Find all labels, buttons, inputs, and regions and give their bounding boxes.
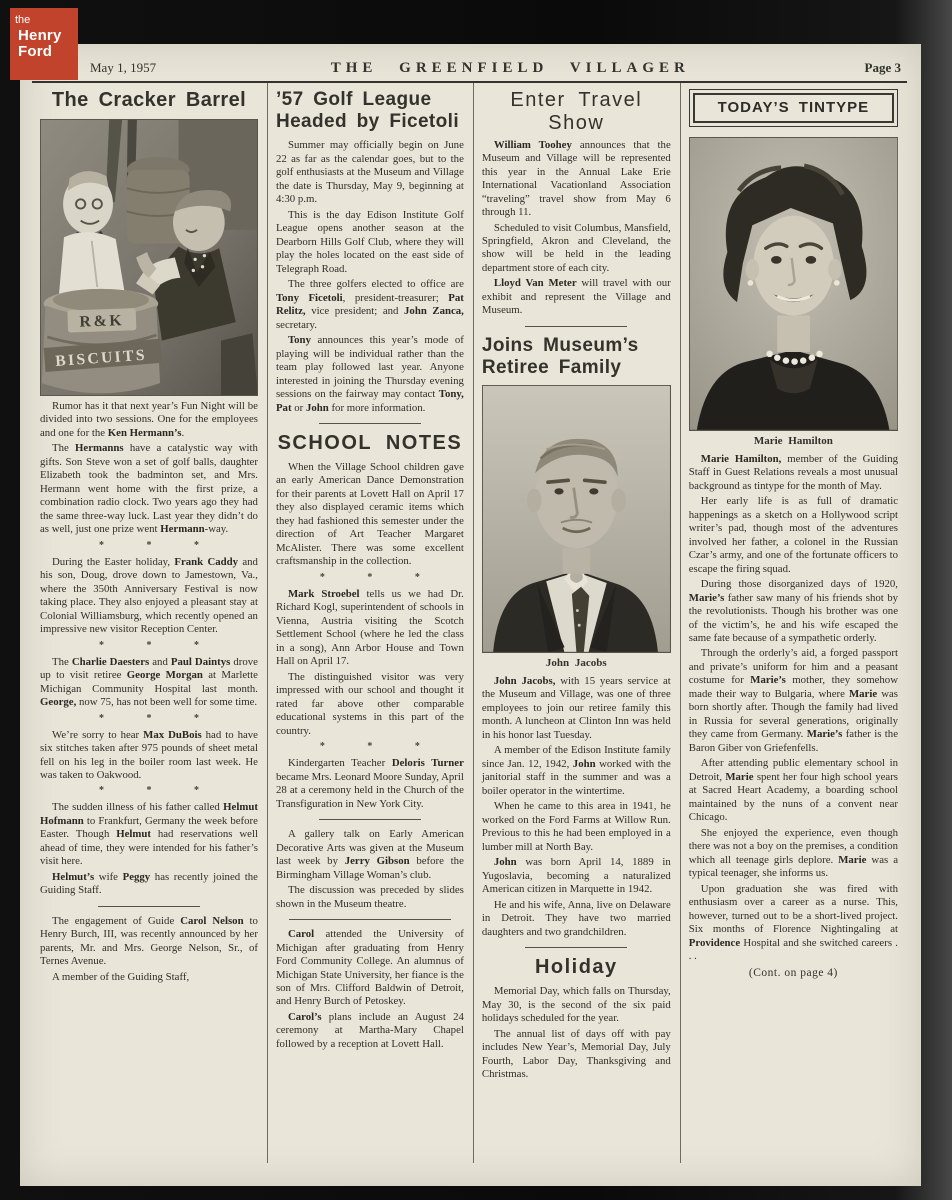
stars-separator: * * *	[98, 539, 219, 551]
paragraph: Upon graduation she was fired with enthusiasm over a career as a nurse. This, however, turned out to be a short-lived project. Six months of Florence Nightingaling at Providence Hospital and she switched careers . . .	[688, 882, 898, 963]
section-rule	[319, 819, 421, 820]
paragraph: A member of the Edison Institute family since Jan. 12, 1942, John worked with the janitorial staff in the summer and was a boiler operator in the wintertime.	[481, 744, 671, 797]
section-headline: SCHOOL NOTES	[277, 432, 463, 454]
newspaper-title: THE GREENFIELD VILLAGER	[330, 60, 690, 76]
barrel-label-top: R&K	[79, 311, 125, 331]
paragraph: The engagement of Guide Carol Nelson to Henry Burch, III, was recently announced by her parents, Mr. and Mrs. George Nelson, Sr., of Ternes Avenue.	[40, 914, 258, 968]
photo-two-men-with-biscuit-barrel	[40, 119, 258, 396]
paragraph: Mark Stroebel tells us we had Dr. Richard Kogl, superintendent of schools in Vienna, Austria visiting the Scotch Settlement School (where he led the class in a song), Ann Arbor House and Town Hall on April 17.	[275, 587, 464, 668]
section-rule	[319, 423, 421, 424]
paragraph: John Jacobs, with 15 years service at the Museum and Village, was one of three employees to join our retiree family this month. A luncheon at Clinton Inn was held in his honor last Tuesday.	[481, 674, 671, 741]
paragraph: When he came to this area in 1941, he worked on the Ford Farms at Willow Run. Previous to this he had been employed in a lumber mill at North Bay.	[481, 800, 671, 853]
photo-caption: Marie Hamilton	[753, 434, 833, 447]
paragraph: Tony announces this year’s mode of playing will be individual rather than the team play followed last year. Anyone interested in joining the Thursday evening sessions on the fairway may contact Tony, Pat or John for more information.	[275, 334, 464, 414]
logo-henry: Henry	[18, 27, 62, 45]
section-rule	[289, 919, 451, 920]
stars-separator: * * *	[319, 741, 440, 753]
barrel-label-bottom: BISCUITS	[54, 346, 148, 370]
column-travel-retiree-holiday	[474, 83, 681, 1163]
marie-hamilton-photo	[689, 137, 898, 431]
paragraph: Through the orderly’s aid, a forged passport and private’s uniform for him and a peasant costume for Marie’s mother, they somehow made their way to Bulgaria, where Marie was born shortly after. Though the family had lived in Russia for several generations, originally they came from Germany. Marie’s father is the Baron Giber von Griefenfells.	[688, 647, 899, 754]
section-rule	[525, 326, 627, 327]
paragraph: This is the day Edison Institute Golf League opens another season at the Dearborn Hills Golf Club, where they will play the holes located on the east side of Telegraph Road.	[275, 208, 464, 275]
paragraph: She enjoyed the experience, even though there was not a boy on the premises, a condition which all teenage girls deplore. Marie was a typical teenager, she informs us.	[688, 826, 898, 880]
paragraph: When the Village School children gave an early American Dance Demonstration for their parents at Lovett Hall on April 17 they also displayed ceramic items which they had fashioned this semester under the direction of Art Teacher Margaret McAlister. There was some excellent craftsmanship in the collection.	[275, 461, 464, 568]
paragraph: Carol attended the University of Michigan after graduating from Henry Ford Community College. An alumnus of Michigan State University, her fiance is the son of Mrs. Clifford Baldwin of Detroit, and Henry Burch of Petoskey.	[275, 928, 464, 1008]
paragraph: The Hermanns have a catalystic way with gifts. Son Steve won a set of golf balls, daughter Elizabeth took the badminton set, and Mrs. Hermann went home with the first prize, a combination radio clock. Two years ago they had the same three-way luck. Last year they didn’t do as well, just one prize went Hermann-way.	[40, 442, 258, 536]
john-jacobs-photo	[482, 385, 671, 653]
logo-ford: Ford	[18, 42, 53, 60]
paragraph: Rumor has it that next year’s Fun Night will be divided into two sessions. One for the employees and one for the Ken Hermann’s.	[40, 399, 258, 439]
logo-the: the	[15, 14, 31, 26]
article-headline: Joins Museum’s Retiree Family	[481, 334, 639, 378]
tintype-box-title: TODAY’S TINTYPE	[693, 93, 894, 123]
photo-caption: John Jacobs	[545, 656, 607, 669]
paragraph: Helmut’s wife Peggy has recently joined the Guiding Staff.	[40, 870, 258, 897]
paragraph: Carol’s plans include an August 24 ceremony at Martha-Mary Chapel followed by a reception at Lovett Hall.	[275, 1010, 464, 1050]
paragraph: William Toohey announces that the Museum and Village will be represented this year in the Annual Lake Erie International Vacationland Association “traveling” travel show from May 6 through 11.	[481, 138, 671, 219]
paragraph: A member of the Guiding Staff,	[52, 970, 190, 983]
section-rule	[525, 947, 627, 948]
article-headline: The Cracker Barrel	[51, 89, 247, 111]
section-rule	[98, 906, 200, 907]
article-headline: Enter Travel Show	[510, 89, 643, 134]
paragraph: Summer may officially begin on June 22 as far as the calendar goes, but to the golf enthusiasts at the Museum and Village the date is Thursday, May 9, beginning at 4:30 p.m.	[275, 139, 464, 206]
stars-separator: * * *	[98, 639, 219, 651]
continuation-note: (Cont. on page 4)	[748, 966, 838, 979]
paragraph: He and his wife, Anna, live on Delaware in Detroit. They have two married daughters and two grandchildren.	[481, 898, 671, 938]
stars-separator: * * *	[319, 571, 440, 583]
paragraph: John was born April 14, 1889 in Yugoslavia, becoming a naturalized American citizen in Marquette in 1942.	[481, 856, 671, 896]
paragraph: The distinguished visitor was very impressed with our school and thought it rated far above other comparable educational systems in this part of the country.	[275, 670, 464, 737]
column-todays-tintype	[681, 83, 907, 1163]
paragraph: The sudden illness of his father called Helmut Hofmann to Frankfurt, Germany the week before Easter. Though Helmut had reservations well ahead of time, they were intended for his father’s visit here.	[40, 801, 258, 868]
paragraph: After attending public elementary school in Detroit, Marie spent her four high school years at Sacred Heart Academy, a boarding school maintained by the nuns of a convent near Chicago.	[688, 757, 898, 824]
column-golf-school-notes	[268, 83, 474, 1163]
paragraph: The annual list of days off with pay includes New Year’s, Memorial Day, July Fourth, Labor Day, Thanksgiving and Christmas.	[481, 1027, 671, 1081]
paragraph: The Charlie Daesters and Paul Daintys drove up to visit retiree George Morgan at Marlette Michigan Community Hospital last month. George, now 75, has not been well for some time.	[40, 655, 258, 709]
paragraph: Scheduled to visit Columbus, Mansfield, Springfield, Akron and Cleveland, the show will be held in the leading department store of each city.	[481, 221, 671, 274]
stars-separator: * * *	[98, 712, 219, 724]
paragraph: The discussion was preceded by slides shown in the Museum theatre.	[275, 884, 464, 910]
paragraph: Her early life is as full of dramatic happenings as a sketch on a Hollywood script writer’s pad, though most of the adventures involved her father, a colonel in the Russian Czar’s army, and one of the fortunate officers to escape the firing squad.	[688, 495, 898, 575]
cracker-barrel-photo	[40, 119, 258, 396]
newspaper-page	[20, 44, 921, 1186]
column-cracker-barrel	[32, 83, 268, 1163]
paragraph: The three golfers elected to office are Tony Ficetoli, president-treasurer; Pat Relitz, vice president; and John Zanca, secretary.	[275, 278, 464, 331]
issue-date: May 1, 1957	[90, 60, 157, 75]
paragraph: Lloyd Van Meter will travel with our exhibit and represent the Village and Museum.	[481, 277, 671, 317]
paragraph: Memorial Day, which falls on Thursday, May 30, is the second of the six paid holidays scheduled for the year.	[481, 985, 671, 1025]
paragraph: We’re sorry to hear Max DuBois had to have six stitches taken after 975 pounds of sheet metal fell on his leg in the boiler room last week. He was taken to Oakwood.	[40, 728, 258, 781]
photo-elderly-man-portrait	[482, 385, 671, 653]
section-headline: Holiday	[534, 956, 618, 979]
paragraph: Kindergarten Teacher Deloris Turner became Mrs. Leonard Moore Sunday, April 28 at a ceremony held in the Church of the Transfiguration in New York City.	[275, 757, 464, 810]
henry-ford-logo	[10, 8, 78, 80]
photo-woman-portrait	[689, 137, 898, 431]
paragraph: A gallery talk on Early American Decorative Arts was given at the Museum last week by Jerry Gibson before the Birmingham Village Woman’s club.	[275, 828, 464, 881]
column-area	[32, 83, 907, 1163]
paragraph: Marie Hamilton, member of the Guiding Staff in Guest Relations reveals a most unusual background as tintype for the month of May.	[688, 452, 898, 492]
article-headline: ’57 Golf League Headed by Ficetoli	[275, 89, 460, 132]
stars-separator: * * *	[98, 785, 219, 797]
page-number: Page 3	[864, 60, 901, 75]
paragraph: During the Easter holiday, Frank Caddy and his son, Doug, drove down to Jamestown, Va., where the 350th Anniversary Festival is now taking place. They also enjoyed a pleasant stay at Colonial Williamsburg, which recently opened an impressive new visitor Reception Center.	[40, 555, 258, 636]
masthead	[32, 52, 907, 83]
paragraph: During those disorganized days of 1920, Marie’s father saw many of his friends shot by the revolutionists. Though his brother was one of the victim’s, he and his wife escaped the same fate because of a sympathetic orderly.	[688, 578, 898, 644]
